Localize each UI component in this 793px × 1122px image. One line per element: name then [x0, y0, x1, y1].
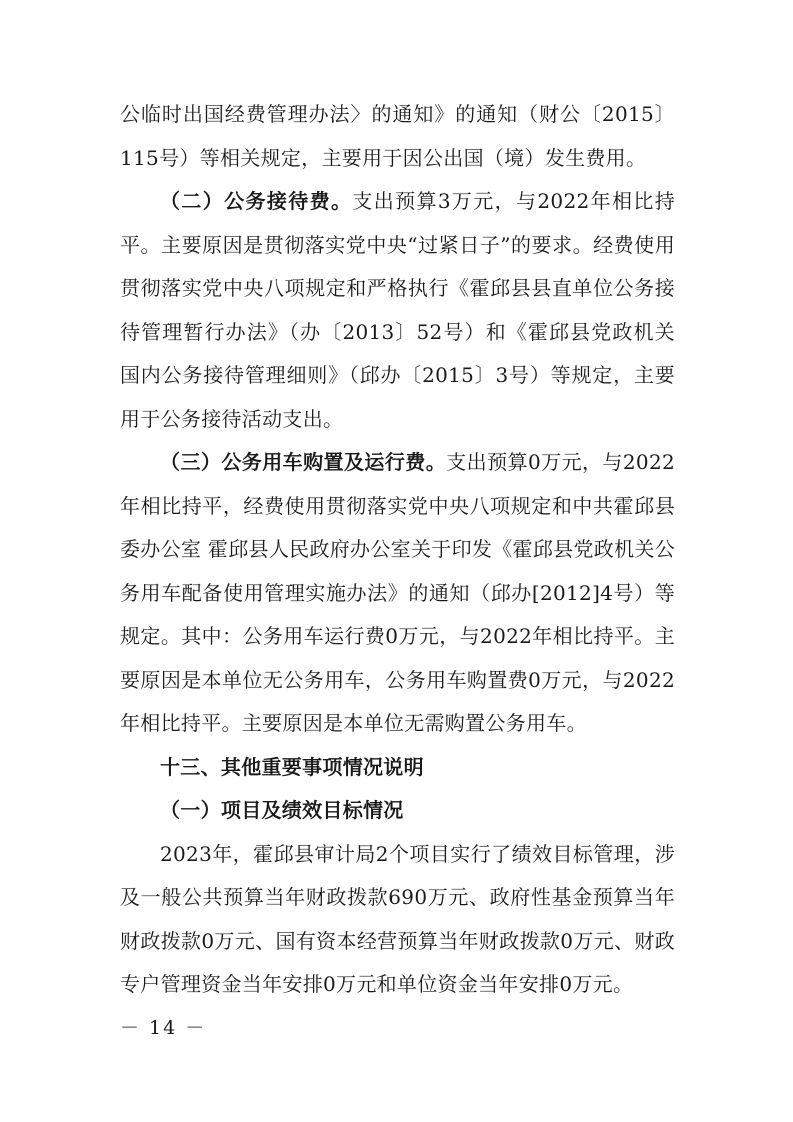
- paragraph-lead: （二）公务接待费。: [160, 189, 353, 213]
- paragraph-overseas-fees-continued: [120, 93, 675, 180]
- subsection-heading-projects: （一）项目及绩效目标情况: [160, 798, 404, 822]
- section-heading-13: 十三、其他重要事项情况说明: [160, 754, 424, 779]
- paragraph-text: 支出预算0万元，与2022年相比持平，经费使用贯彻落实党中央八项规定和中共霍邱县委办公室 霍邱县人民政府办公室关于印发《霍邱县党政机关公务用车配备使用管理实施办法》的通知（邱办[2012]4号）等规定。其中：公务用车运行费0万元，与2022年相比持平。主要原因是本单位无公务用车，公务用车购置费0万元，与2022年相比持平。主要原因是本单位无需购置公务用车。: [120, 450, 675, 735]
- paragraph-text: 支出预算3万元，与2022年相比持平。主要原因是贯彻落实党中央“过紧日子”的要求。经费使用贯彻落实党中央八项规定和严格执行《霍邱县县直单位公务接待管理暂行办法》（办〔2013〕52号）和《霍邱县党政机关国内公务接待管理细则》（邱办〔2015〕3号）等规定，主要用于公务接待活动支出。: [120, 189, 675, 431]
- paragraph-reception-fees: [120, 180, 675, 441]
- paragraph-lead: （三）公务用车购置及运行费。: [160, 450, 447, 474]
- paragraph-vehicle-fees: [120, 441, 675, 746]
- paragraph-text: 2023年，霍邱县审计局2个项目实行了绩效目标管理，涉及一般公共预算当年财政拨款690万元、政府性基金预算当年财政拨款0万元、国有资本经营预算当年财政拨款0万元、财政专户管理资金当年安排0万元和单位资金当年安排0万元。: [120, 841, 675, 996]
- paragraph-performance-targets: [120, 833, 675, 1007]
- paragraph-text: 公临时出国经费管理办法〉的通知》的通知（财公〔2015〕115号）等相关规定，主要用于因公出国（境）发生费用。: [120, 102, 675, 170]
- document-body: [120, 93, 675, 1007]
- page-number: － 14 －: [120, 1017, 207, 1039]
